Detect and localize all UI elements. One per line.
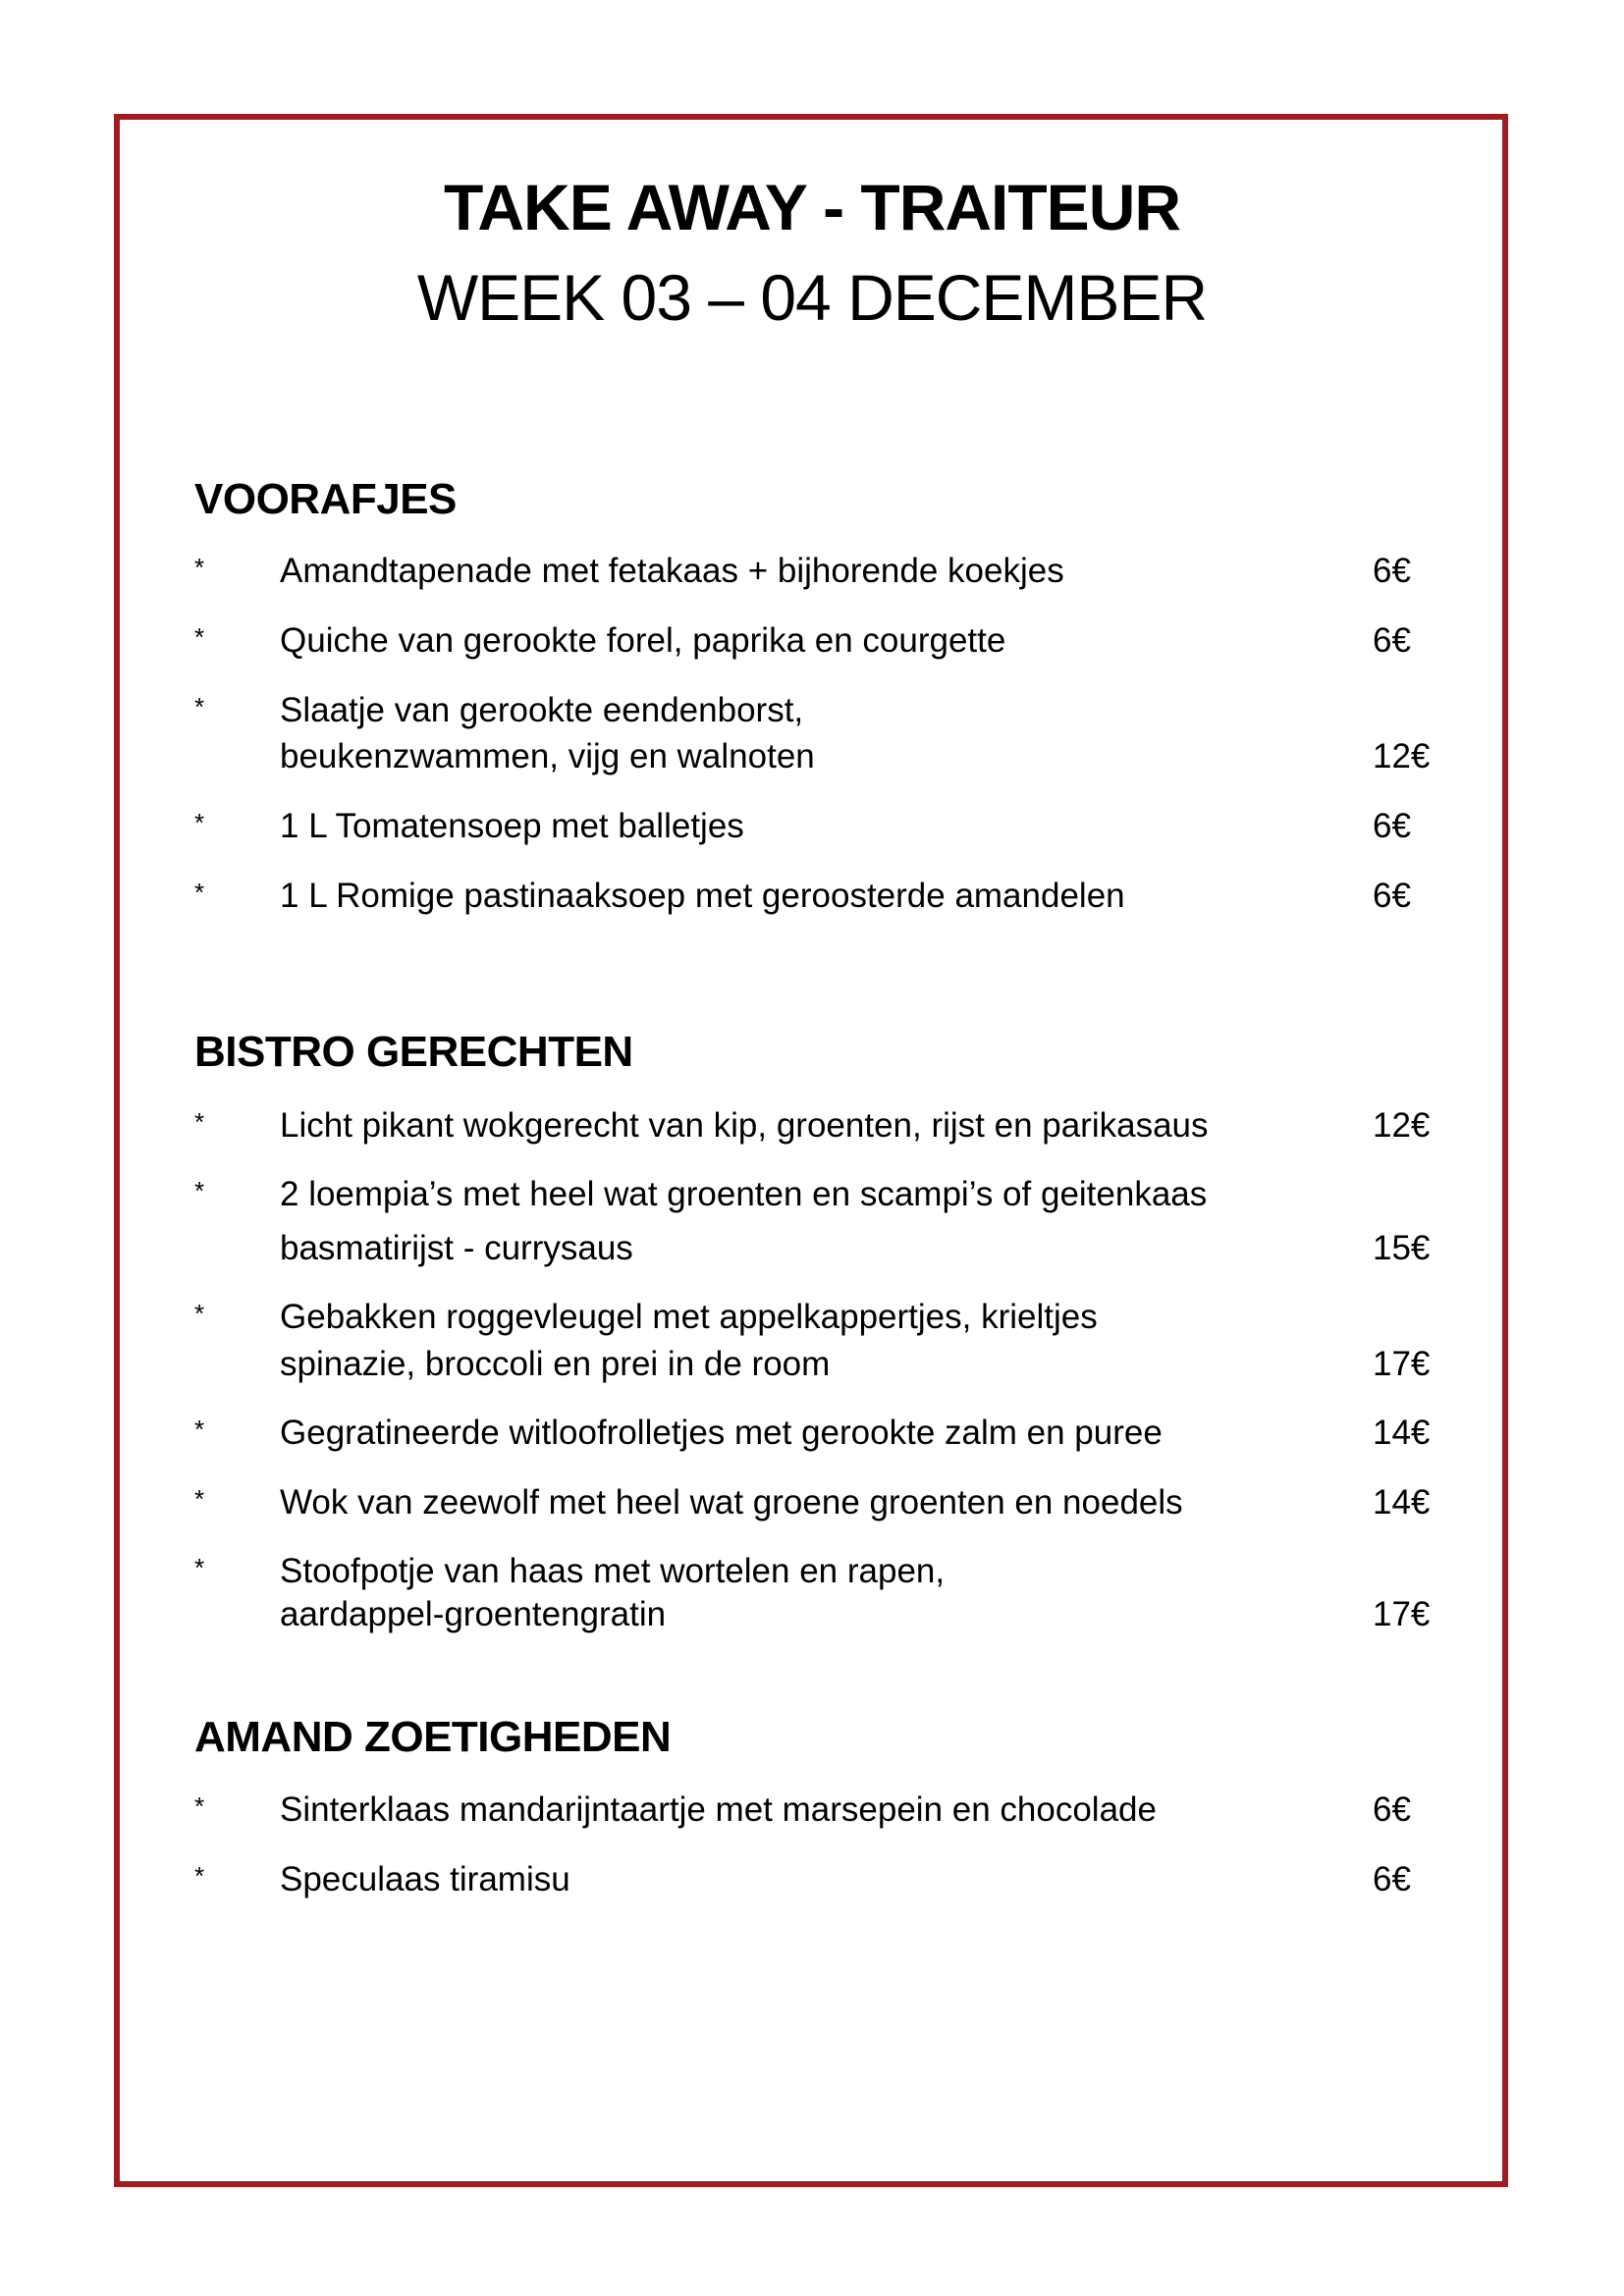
- item-price: 17€: [1373, 1345, 1431, 1383]
- bullet: *: [194, 1553, 205, 1582]
- section-heading-bistro-gerechten: BISTRO GERECHTEN: [194, 1028, 633, 1076]
- item-description-continued: aardappel-groentengratin: [280, 1595, 667, 1633]
- section-heading-amand-zoetigheden: AMAND ZOETIGHEDEN: [194, 1713, 672, 1761]
- item-description: Slaatje van gerookte eendenborst,: [280, 691, 804, 729]
- item-description: Sinterklaas mandarijntaartje met marsepein en chocolade: [280, 1790, 1157, 1829]
- item-price: 15€: [1373, 1229, 1431, 1267]
- item-description: Quiche van gerookte forel, paprika en courgette: [280, 621, 1006, 660]
- item-description-continued: beukenzwammen, vijg en walnoten: [280, 737, 815, 775]
- item-price: 17€: [1373, 1595, 1431, 1633]
- bullet: *: [194, 692, 205, 721]
- page-title: TAKE AWAY - TRAITEUR: [443, 171, 1181, 243]
- item-description: Amandtapenade met fetakaas + bijhorende koekjes: [280, 552, 1064, 590]
- item-description: 1 L Romige pastinaaksoep met geroosterde amandelen: [280, 877, 1125, 915]
- item-price: 14€: [1373, 1414, 1431, 1452]
- item-price: 6€: [1373, 552, 1411, 590]
- bullet: *: [194, 1107, 205, 1137]
- bullet: *: [194, 1861, 205, 1891]
- item-description: 2 loempia’s met heel wat groenten en scampi’s of geitenkaas: [280, 1175, 1208, 1213]
- item-price: 12€: [1373, 737, 1431, 775]
- item-description-continued: basmatirijst - currysaus: [280, 1229, 633, 1267]
- item-price: 6€: [1373, 621, 1411, 660]
- bullet: *: [194, 1176, 205, 1205]
- item-description: Wok van zeewolf met heel wat groene groenten en noedels: [280, 1483, 1183, 1522]
- item-price: 6€: [1373, 1790, 1411, 1829]
- bullet: *: [194, 808, 205, 837]
- item-description: 1 L Tomatensoep met balletjes: [280, 807, 744, 845]
- section-heading-voorafjes: VOORAFJES: [194, 475, 457, 523]
- item-price: 6€: [1373, 1860, 1411, 1898]
- bullet: *: [194, 553, 205, 582]
- item-description: Gegratineerde witloofrolletjes met gerookte zalm en puree: [280, 1414, 1163, 1452]
- item-price: 6€: [1373, 877, 1411, 915]
- bullet: *: [194, 878, 205, 907]
- page-subtitle: WEEK 03 – 04 DECEMBER: [416, 261, 1208, 334]
- item-price: 12€: [1373, 1106, 1431, 1145]
- bullet: *: [194, 1484, 205, 1514]
- item-description: Speculaas tiramisu: [280, 1860, 570, 1898]
- item-description: Stoofpotje van haas met wortelen en rapen,: [280, 1552, 946, 1590]
- bullet: *: [194, 1415, 205, 1444]
- item-price: 6€: [1373, 807, 1411, 845]
- item-description: Licht pikant wokgerecht van kip, groenten, rijst en parikasaus: [280, 1106, 1209, 1145]
- bullet: *: [194, 1791, 205, 1821]
- item-description-continued: spinazie, broccoli en prei in de room: [280, 1345, 831, 1383]
- item-price: 14€: [1373, 1483, 1431, 1522]
- item-description: Gebakken roggevleugel met appelkappertjes, krieltjes: [280, 1298, 1098, 1336]
- bullet: *: [194, 1299, 205, 1328]
- bullet: *: [194, 622, 205, 652]
